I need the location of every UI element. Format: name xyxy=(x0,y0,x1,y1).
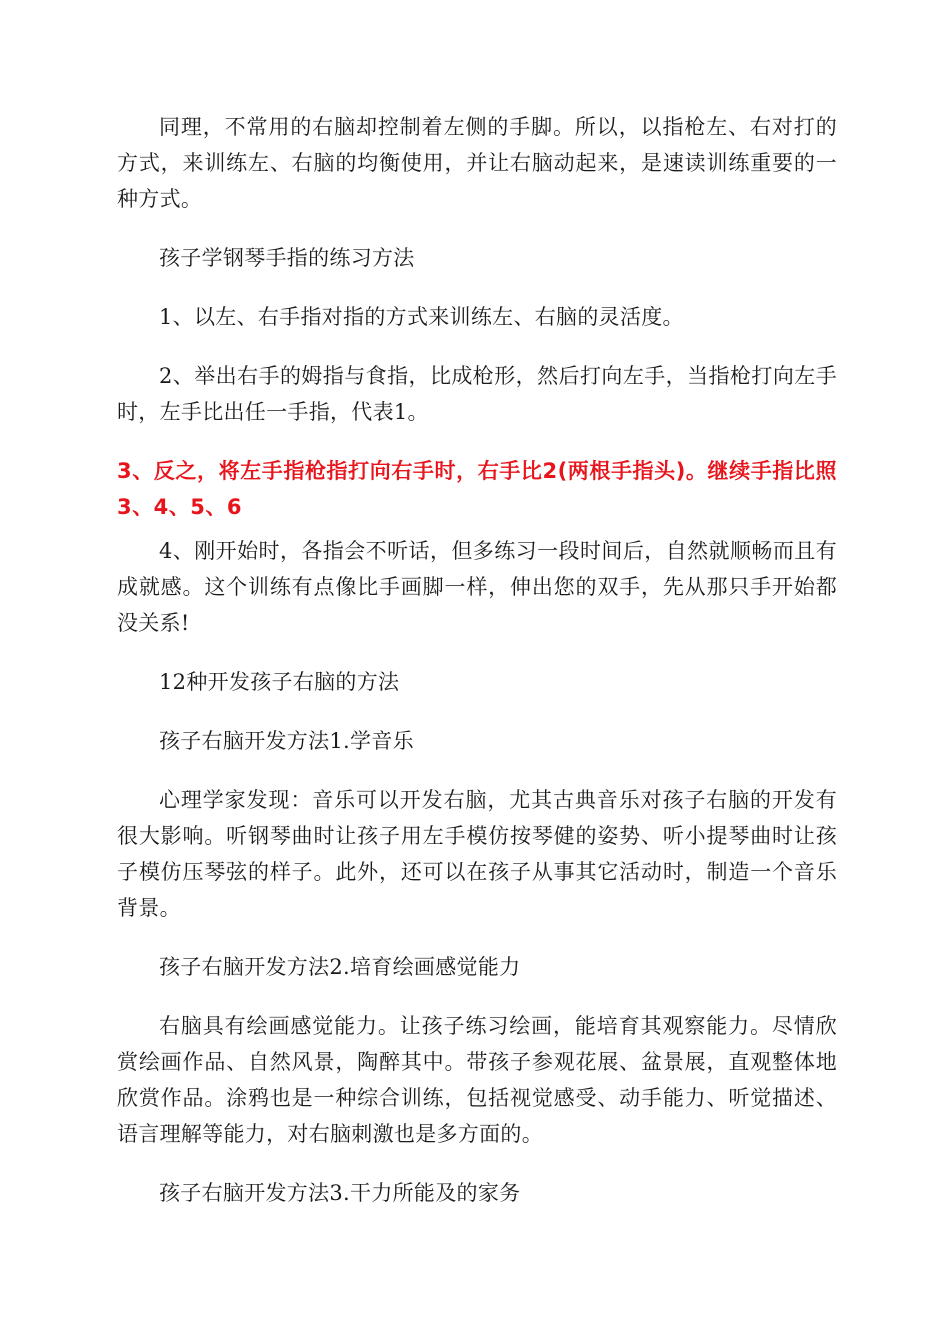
document-body xyxy=(117,109,837,1234)
heading-method-2-drawing: 孩子右脑开发方法2.培育绘画感觉能力 xyxy=(159,955,521,979)
paragraph-music: 心理学家发现：音乐可以开发右脑，尤其古典音乐对孩子右脑的开发有很大影响。听钢琴曲时让孩子用左手模仿按琴健的姿势、听小提琴曲时让孩子模仿压琴弦的样子。此外，还可以在孩子从事其它活动时，制造一个音乐背景。 xyxy=(117,788,837,920)
list-item-1: 1、以左、右手指对指的方式来训练左、右脑的灵活度。 xyxy=(159,305,684,329)
paragraph-drawing: 右脑具有绘画感觉能力。让孩子练习绘画，能培育其观察能力。尽情欣赏绘画作品、自然风景，陶醉其中。带孩子参观花展、盆景展，直观整体地欣赏作品。涂鸦也是一种综合训练，包括视觉感受、动手能力、听觉描述、语言理解等能力，对右脑刺激也是多方面的。 xyxy=(117,1014,837,1146)
heading-method-1-music: 孩子右脑开发方法1.学音乐 xyxy=(159,729,414,753)
list-item-2: 2、举出右手的姆指与食指，比成枪形，然后打向左手，当指枪打向左手时，左手比出任一手指，代表1。 xyxy=(117,364,837,424)
heading-12-methods: 12种开发孩子右脑的方法 xyxy=(159,670,400,694)
heading-method-3-housework: 孩子右脑开发方法3.干力所能及的家务 xyxy=(159,1181,521,1205)
heading-piano-finger-practice: 孩子学钢琴手指的练习方法 xyxy=(159,246,415,270)
list-item-3-highlighted: 3、反之，将左手指枪指打向右手时，右手比2(两根手指头)。继续手指比照3、4、5、6 xyxy=(117,459,837,519)
list-item-4: 4、刚开始时，各指会不听话，但多练习一段时间后，自然就顺畅而且有成就感。这个训练有点像比手画脚一样，伸出您的双手，先从那只手开始都没关系! xyxy=(117,539,837,635)
paragraph-brain-balance: 同理，不常用的右脑却控制着左侧的手脚。所以，以指枪左、右对打的方式，来训练左、右脑的均衡使用，并让右脑动起来，是速读训练重要的一种方式。 xyxy=(117,115,837,211)
